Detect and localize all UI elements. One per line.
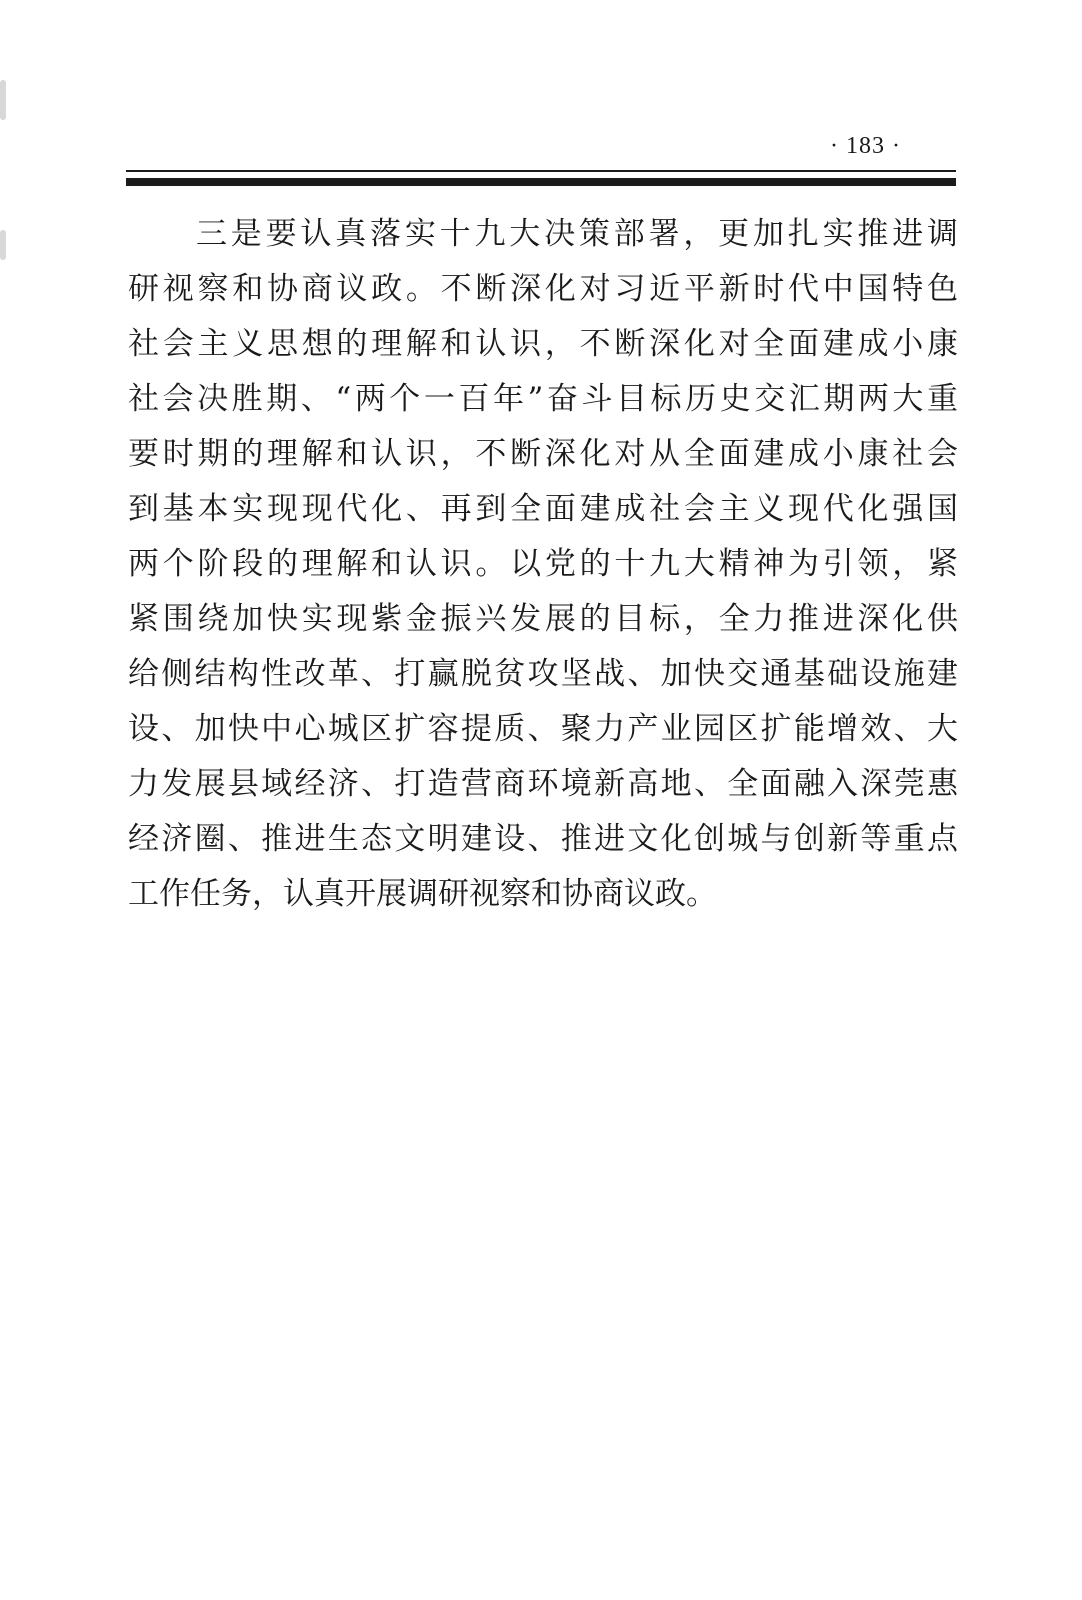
- text-line: 工作任务，认真开展调研视察和协商议政。: [128, 876, 717, 912]
- scan-edge-mark: [0, 230, 6, 260]
- text-line: 紧围绕加快实现紫金振兴发展的目标，全力推进深化供: [128, 601, 958, 637]
- text-line: 经济圈、推进生态文明建设、推进文化创城与创新等重点: [128, 821, 958, 857]
- text-line: 要时期的理解和认识，不断深化对从全面建成小康社会: [128, 436, 958, 472]
- header-rule-thin: [126, 170, 956, 172]
- text-line: 设、加快中心城区扩容提质、聚力产业园区扩能增效、大: [128, 711, 958, 747]
- text-line: 三是要认真落实十九大决策部署，更加扎实推进调: [196, 216, 958, 252]
- text-line: 社会主义思想的理解和认识，不断深化对全面建成小康: [128, 326, 958, 362]
- text-line: 社会决胜期、“两个一百年”奋斗目标历史交汇期两大重: [128, 381, 958, 417]
- text-line: 到基本实现现代化、再到全面建成社会主义现代化强国: [128, 491, 958, 527]
- header-rule-thick: [126, 178, 956, 186]
- text-line: 给侧结构性改革、打赢脱贫攻坚战、加快交通基础设施建: [128, 656, 958, 692]
- text-line: 力发展县域经济、打造营商环境新高地、全面融入深莞惠: [128, 766, 958, 802]
- text-line: 研视察和协商议政。不断深化对习近平新时代中国特色: [128, 271, 958, 307]
- body-paragraph: [128, 207, 958, 922]
- scan-edge-mark: [0, 80, 6, 120]
- page-number: · 183 ·: [830, 133, 901, 159]
- text-line: 两个阶段的理解和认识。以党的十九大精神为引领，紧: [128, 546, 958, 582]
